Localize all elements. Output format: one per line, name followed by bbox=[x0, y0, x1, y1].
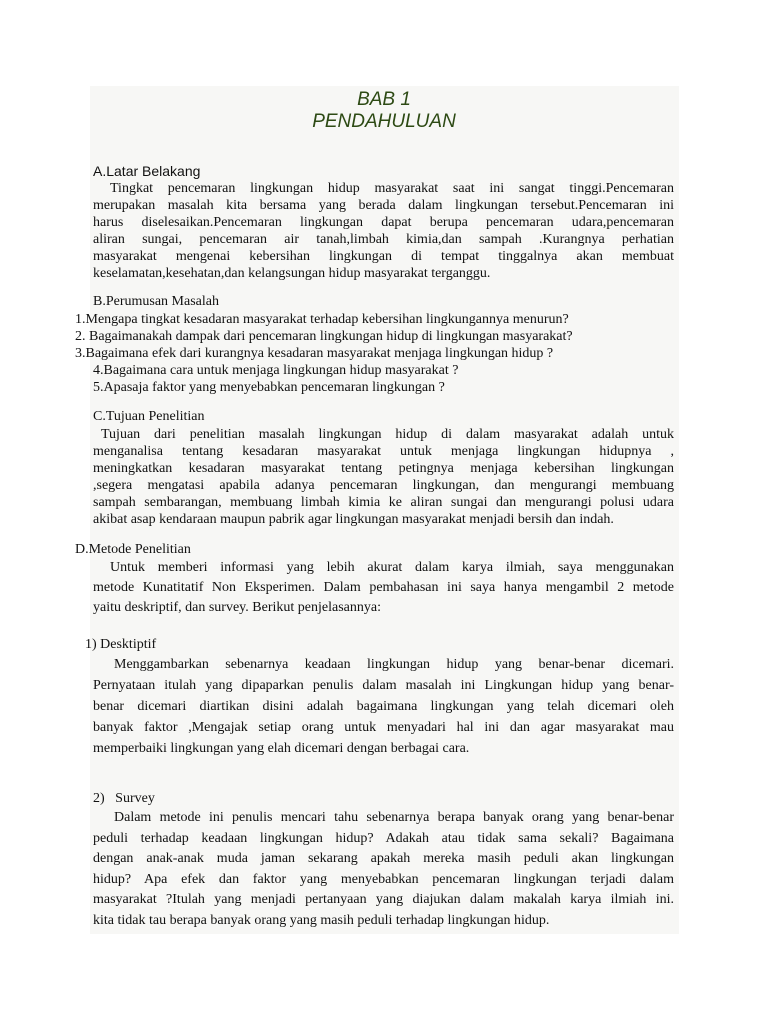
section-a-line: Tingkat pencemaran lingkungan hidup masyarakat saat ini sangat tinggi.Pencemaran bbox=[110, 181, 674, 196]
section-a-line: masyarakat mengenai kebersihan lingkungan di tempat tinggalnya akan membuat bbox=[93, 249, 674, 264]
problem-item: 2. Bagaimanakah dampak dari pencemaran lingkungan hidup di lingkungan masyarakat? bbox=[75, 329, 573, 344]
section-c-line: ,segera mengatasi apabila adanya pencemaran lingkungan, dan mengurangi membuang bbox=[93, 478, 674, 493]
problem-item: 1.Mengapa tingkat kesadaran masyarakat terhadap kebersihan lingkungannya menurun? bbox=[75, 312, 569, 327]
section-c-line: sampah sembarangan, membuang limbah kimia ke aliran sungai dan mengurangi polusi udara bbox=[93, 495, 674, 510]
method-1-line: Menggambarkan sebenarnya keadaan lingkungan hidup yang benar-benar dicemari. bbox=[114, 657, 674, 672]
section-a-line: merupakan masalah kita bersama yang berada dalam lingkungan tersebut.Pencemaran ini bbox=[93, 198, 674, 213]
section-c-line: meningkatkan kesadaran masyarakat tentang petingnya menjaga kebersihan lingkungan bbox=[93, 461, 674, 476]
method-1-line: Pernyataan itulah yang dipaparkan penulis dalam masalah ini Lingkungan hidup yang benar- bbox=[93, 678, 674, 693]
problem-item: 4.Bagaimana cara untuk menjaga lingkungan hidup masyarakat ? bbox=[93, 363, 459, 378]
method-1-line: banyak faktor ,Mengajak setiap orang untuk menyadari hal ini dan agar masyarakat mau bbox=[93, 720, 674, 735]
section-a-line: aliran sungai, pencemaran air tanah,limbah kimia,dan sampah .Kurangnya perhatian bbox=[93, 232, 674, 247]
method-2-line: Dalam metode ini penulis mencari tahu sebenarnya berapa banyak orang yang benar-benar bbox=[114, 810, 674, 825]
section-c-heading: C.Tujuan Penelitian bbox=[93, 409, 205, 424]
method-1-line: benar dicemari diartikan disini adalah bagaimana lingkungan yang telah dicemari oleh bbox=[93, 699, 674, 714]
method-2-heading: 2) Survey bbox=[93, 791, 155, 806]
section-c-paragraph bbox=[93, 426, 674, 528]
section-d-line: metode Kunatitatif Non Eksperimen. Dalam pembahasan ini saya hanya mengambil 2 metode bbox=[93, 580, 674, 595]
problem-item: 3.Bagaimana efek dari kurangnya kesadaran masyarakat menjaga lingkungan hidup ? bbox=[75, 346, 554, 361]
problem-item: 5.Apasaja faktor yang menyebabkan pencemaran lingkungan ? bbox=[93, 380, 445, 395]
chapter-title: PENDAHULUAN bbox=[312, 111, 456, 132]
section-a-paragraph bbox=[93, 180, 674, 282]
section-c-line: akibat asap kendaraan maupun pabrik agar lingkungan masyarakat menjadi bersih dan indah. bbox=[93, 512, 614, 527]
method-2-line: dengan anak-anak muda jaman sekarang apakah mereka masih peduli akan lingkungan bbox=[93, 851, 674, 866]
method-2-paragraph bbox=[93, 808, 674, 931]
method-1-heading: 1) Desktiptif bbox=[85, 637, 157, 652]
method-2-line: hidup? Apa efek dan faktor yang menyebabkan pencemaran lingkungan terjadi dalam bbox=[93, 871, 674, 887]
section-d-line: yaitu deskriptif, dan survey. Berikut penjelasannya: bbox=[93, 600, 381, 615]
method-2-line: kita tidak tau berapa banyak orang yang masih peduli terhadap lingkungan hidup. bbox=[93, 912, 550, 928]
method-1-line: memperbaiki lingkungan yang elah dicemari dengan berbagai cara. bbox=[93, 741, 470, 756]
section-b-heading: B.Perumusan Masalah bbox=[93, 294, 219, 309]
method-1-paragraph bbox=[93, 654, 674, 759]
chapter-number: BAB 1 bbox=[357, 89, 411, 110]
section-a-heading: A.Latar Belakang bbox=[93, 163, 201, 179]
section-d-paragraph bbox=[93, 558, 674, 618]
section-c-line: menganalisa tentang kesadaran masyarakat untuk menjaga lingkungan hidupnya , bbox=[93, 444, 674, 459]
section-c-line: Tujuan dari penelitian masalah lingkungan hidup di dalam masyarakat adalah untuk bbox=[101, 427, 674, 442]
method-2-line: peduli terhadap keadaan lingkungan hidup? Adakah atau tidak sama sekali? Bagaimana bbox=[93, 830, 674, 846]
section-d-line: Untuk memberi informasi yang lebih akurat dalam karya ilmiah, saya menggunakan bbox=[110, 560, 674, 575]
section-d-heading: D.Metode Penelitian bbox=[75, 542, 191, 557]
section-a-line: keselamatan,kesehatan,dan kelangsungan hidup masyarakat terganggu. bbox=[93, 266, 491, 281]
method-2-line: masyarakat ?Itulah yang menjadi pertanyaan yang diajukan dalam makalah karya ilmiah ini. bbox=[93, 892, 674, 907]
section-a-line: harus diselesaikan.Pencemaran lingkungan dapat berupa pencemaran udara,pencemaran bbox=[93, 215, 674, 230]
